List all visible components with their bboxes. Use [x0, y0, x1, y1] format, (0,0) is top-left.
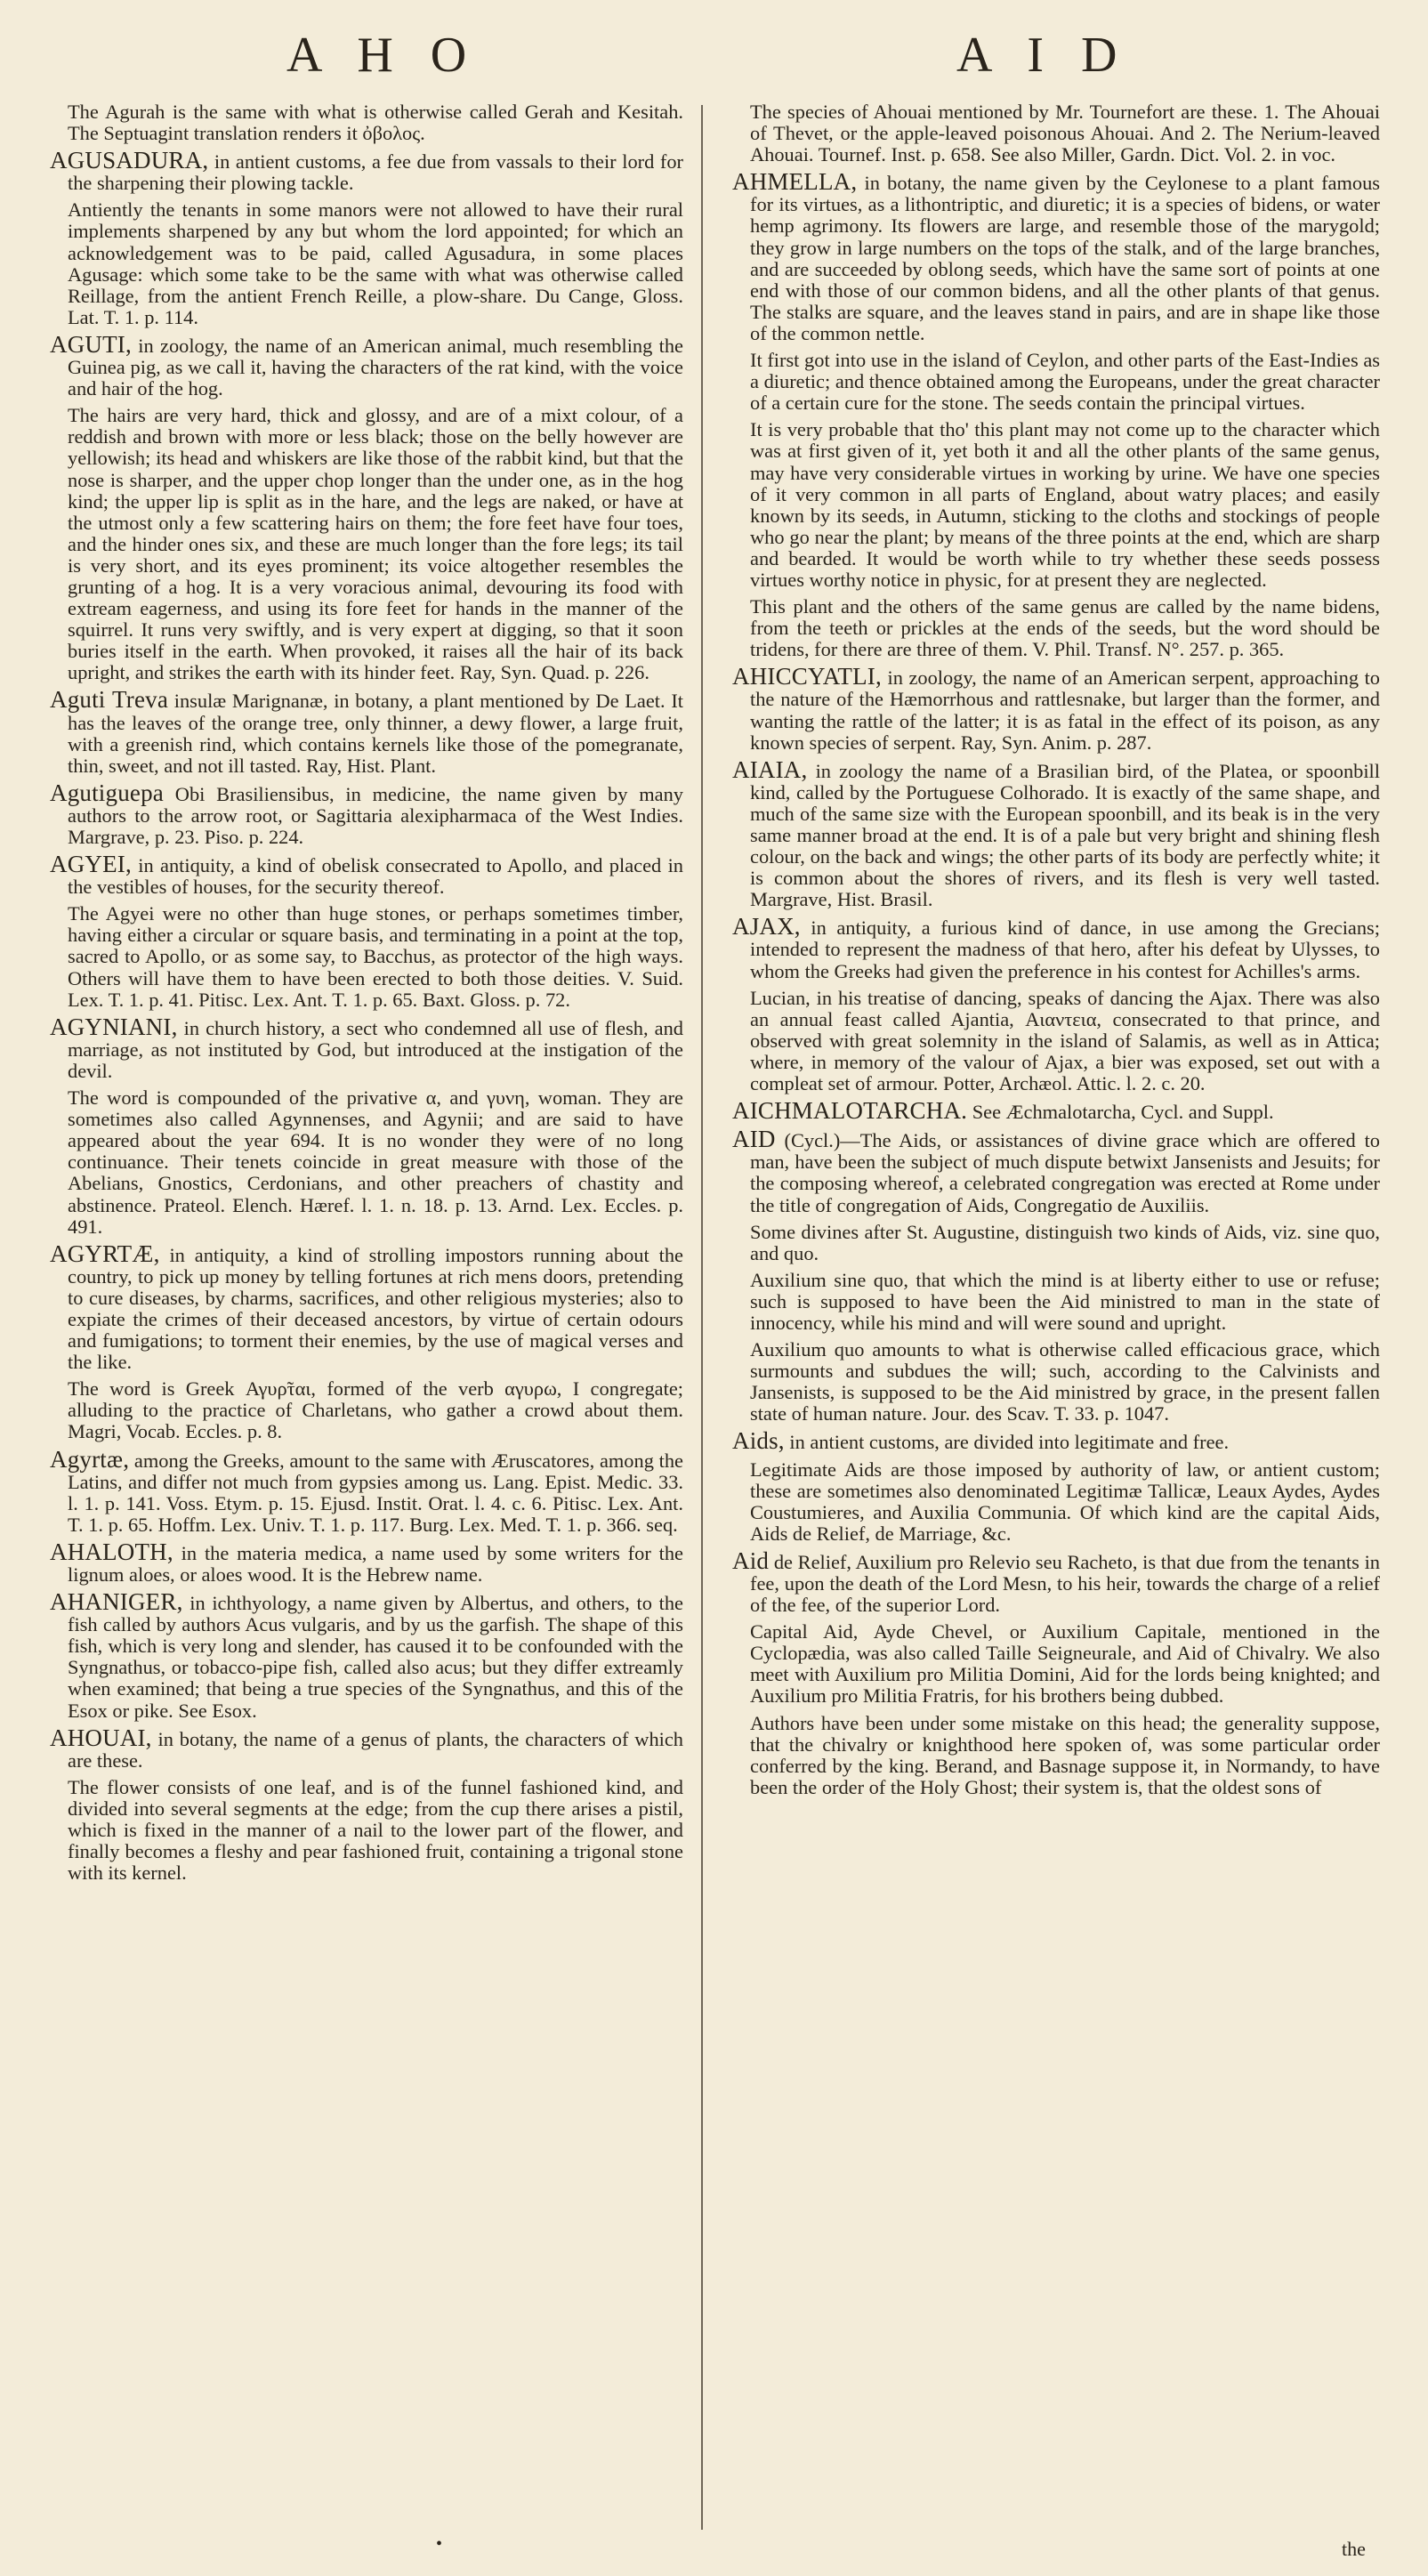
entry-text: in antiquity, a kind of strolling impostors running about the country, to pick up money by telling fortunes at rich mens doors, pretending to cure diseases, by charms, sacrifices, and other religious mysteries; also to expiate the crimes of their deceased ancestors, by virtue of certain odours and fumigations; to torment their enemies, by the use of magical verses and the like. [68, 1243, 683, 1374]
entry-paragraph: Auxilium quo amounts to what is otherwise called efficacious grace, which surmounts and subdues the will; such, according to the Calvinists and Jansenists, is supposed to be the Aid ministred by grace, in the present fallen state of human nature. Jour. des Scav. T. 33. p. 1047. [750, 1338, 1380, 1425]
entry-paragraph: It first got into use in the island of Ceylon, and other parts of the East-Indies as a diuretic; and thence obtained among the Europeans, under the great character of a certain cure for the stone. The seeds contain the principal virtues. [750, 349, 1380, 415]
dictionary-entry [50, 779, 683, 848]
catchword: the [1342, 2538, 1366, 2560]
dictionary-entry [50, 853, 683, 898]
entry-paragraph: This plant and the others of the same genus are called by the name bidens, from the teeth or prickles at the ends of the seeds, but the word should be tridens, for there are three of them. V. Phil. Transf. N°. 257. p. 365. [750, 595, 1380, 661]
entry-text: in zoology, the name of an American serpent, approaching to the nature of the Hæmorrhous and rattlesnake, but larger than the former, and wanting the rattle of the latter; it is as fatal in the effect of its poison, as any known species of serpent. Ray, Syn. Anim. p. 287. [750, 666, 1380, 754]
entry-headword: AJAX, [732, 913, 801, 941]
running-head-right: A I D [956, 28, 1130, 83]
entry-headword: Agyrtæ, [50, 1445, 130, 1473]
dictionary-entry [732, 913, 1380, 982]
dictionary-entry [50, 1588, 683, 1722]
entry-headword: AGYNIANI, [50, 1013, 178, 1040]
dictionary-entry [732, 755, 1380, 911]
right-column [732, 101, 1380, 1804]
folio-mark: • [436, 2534, 443, 2554]
entry-text: in antiquity, a furious kind of dance, in use among the Grecians; intended to represent the madness of that hero, after his defeat by Ulysses, to whom the Greeks had given the preference in his contest for Achilles's arms. [750, 917, 1380, 982]
dictionary-entry [732, 1097, 1380, 1125]
entry-text: (Cycl.)—The Aids, or assistances of divine grace which are offered to man, have been the subject of much dispute betwixt Jansenists and Jesuits; for the composing whereof, a celebrated congregation was erected at Rome under the title of congregation of Aids, Congregatio de Auxiliis. [750, 1129, 1380, 1216]
entry-paragraph: Capital Aid, Ayde Chevel, or Auxilium Capitale, mentioned in the Cyclopædia, was also called Taille Seigneurale, and Aid of Chivalry. We also meet with Auxilium pro Militia Domini, Aid for the lords being knighted; and Auxilium pro Militia Fratris, for his brothers being dubbed. [750, 1620, 1380, 1708]
entry-text: in zoology the name of a Brasilian bird, of the Platea, or spoonbill kind, called by the Portuguese Colhorado. It is exactly of the same shape, and much of the same size with the European spoonbill, and its beak is in the very same manner broad at the end. It is of a pale but very bright and shining flesh colour, on the back and wings; the other parts of its body are perfectly white; it is common about the shores of rivers, and its flesh is very well tasted. Margrave, Hist. Brasil. [750, 759, 1380, 911]
entry-headword: Aids, [732, 1427, 785, 1455]
entry-headword: AGUSADURA, [50, 147, 209, 174]
entry-headword: Aguti Treva [50, 686, 169, 714]
entry-headword: AHICCYATLI, [732, 663, 882, 690]
entry-paragraph: The flower consists of one leaf, and is of the funnel fashioned kind, and divided into several segments at the edge; from the cup there arises a pistil, which is fixed in the manner of a nail to the lower part of the flower, and finally becomes a fleshy and pear fashioned fruit, containing a trigonal stone with its kernel. [68, 1775, 683, 1885]
entry-headword: AGUTI, [50, 330, 132, 358]
dictionary-entry [732, 1427, 1380, 1455]
entry-text: in the materia medica, a name used by some writers for the lignum aloes, or aloes wood. It is the Hebrew name. [68, 1541, 683, 1586]
entry-text: among the Greeks, amount to the same with Æruscatores, among the Latins, and differ not much from gypsies among us. Lang. Epist. Medic. 33. l. 1. p. 141. Voss. Etym. p. 15. Ejusd. Instit. Orat. l. 4. c. 6. Pitisc. Lex. Ant. T. 1. p. 65. Hoffm. Lex. Univ. T. 1. p. 117. Burg. Lex. Med. T. 1. p. 366. seq. [68, 1449, 683, 1536]
entry-text: in antiquity, a kind of obelisk consecrated to Apollo, and placed in the vestibles of houses, for the security thereof. [68, 854, 683, 899]
dictionary-entry [50, 1240, 683, 1374]
entry-text: in ichthyology, a name given by Albertus, and others, to the fish called by authors Acus vulgaris, and by us the garfish. The shape of this fish, which is very long and slender, has caused it to be confounded with the Syngnathus, or tobacco-pipe fish, called also acus; but they differ extreamly when examined; that being a true species of the Syngnathus, and this of the Esox or pike. See Esox. [68, 1592, 683, 1722]
entry-headword: AHOUAI, [50, 1724, 152, 1751]
entry-paragraph: The word is Greek Αγυρ̃ται, formed of the verb αγυρω, I congregate; alluding to the practice of Charletans, who gather a crowd about them. Magri, Vocab. Eccles. p. 8. [68, 1377, 683, 1443]
entry-paragraph: Authors have been under some mistake on this head; the generality suppose, that the chivalry or knighthood here spoken of, was some particular order conferred by the king. Berand, and Basnage suppose it, in Normandy, to have been the order of the Holy Ghost; their system is, that the oldest sons of [750, 1711, 1380, 1798]
entry-text: insulæ Marignanæ, in botany, a plant mentioned by De Laet. It has the leaves of the orange tree, only thinner, a dewy flower, a large fruit, with a greenish rind, which contains kernels like those of the pomegranate, thin, sweet, and not ill tasted. Ray, Hist. Plant. [68, 690, 683, 777]
entry-paragraph: Lucian, in his treatise of dancing, speaks of dancing the Ajax. There was also an annual feast called Ajantia, Αιαντεια, consecrated to that prince, and observed with great solemnity in the island of Salamis, as well as in Attica; where, in memory of the valour of Ajax, a bier was exposed, set out with a compleat set of armour. Potter, Archæol. Attic. l. 2. c. 20. [750, 986, 1380, 1095]
dictionary-entry [732, 1546, 1380, 1617]
entry-paragraph: The hairs are very hard, thick and glossy, and are of a mixt colour, of a reddish and brown with more or less black; those on the belly however are yellowish; its head and whiskers are like those of the rabbit kind, but that the nose is sharper, and the upper chop longer than the under one, as in the hog kind; the upper lip is split as in the hare, and the legs are naked, or have at the utmost only a few scattering hairs on them; the fore feet have four toes, and the hinder ones six, and these are much longer than the fore legs; its tail is very short, and its eyes prominent; its voice altogether resembles the grunting of a hog. It is a very voracious animal, devouring its food with extream eagerness, and using its fore feet for hands in the manner of the squirrel. It runs very swiftly, and is very expert at digging, so that it soon buries itself in the earth. When provoked, it raises all the hair of its back upright, and strikes the earth with its hinder feet. Ray, Syn. Quad. p. 226. [68, 404, 683, 684]
entry-paragraph: The word is compounded of the privative α, and γυνη, woman. They are sometimes also called Agynnenses, and Agynii; and are said to have appeared about the year 694. It is no wonder they were of no long continuance. Their tenets coincide in great measure with those of the Abelians, Gnostics, Cerdonians, and other preachers of chastity and abstinence. Prateol. Elench. Hæref. l. 1. n. 18. p. 13. Arnd. Lex. Eccles. p. 491. [68, 1086, 683, 1238]
left-column [50, 101, 683, 1889]
entry-text: in church history, a sect who condemned all use of flesh, and marriage, as not instituted by God, but introduced at the instigation of the devil. [68, 1016, 683, 1082]
dictionary-entry [50, 1538, 683, 1586]
entry-text: in antient customs, are divided into legitimate and free. [784, 1431, 1230, 1454]
entry-paragraph: Some divines after St. Augustine, distinguish two kinds of Aids, viz. sine quo, and quo. [750, 1220, 1380, 1264]
dictionary-entry [50, 149, 683, 194]
entry-paragraph: Legitimate Aids are those imposed by authority of law, or antient custom; these are sometimes also denominated Legitimæ Tallicæ, Leaux Aydes, Aydes Coustumieres, and Auxilia Communia. Of which kind are the capital Aids, Aids de Relief, de Marriage, &c. [750, 1458, 1380, 1545]
entry-headword: AHALOTH, [50, 1538, 173, 1565]
entry-headword: Agutiguepa [50, 779, 164, 806]
entry-text: See Æchmalotarcha, Cycl. and Suppl. [967, 1101, 1274, 1124]
entry-headword: AHANIGER, [50, 1588, 183, 1616]
running-head-left: A H O [286, 28, 480, 83]
entry-paragraph: The Agurah is the same with what is otherwise called Gerah and Kesitah. The Septuagint translation renders it ὀβολος. [68, 101, 683, 145]
entry-text: Obi Brasiliensibus, in medicine, the name given by many authors to the arrow root, or Sagittaria alexipharmaca of the West Indies. Margrave, p. 23. Piso. p. 224. [68, 782, 683, 848]
entry-text: de Relief, Auxilium pro Relevio seu Racheto, is that due from the tenants in fee, upon the death of the Lord Mesn, to his heir, towards the charge of a relief of the fee, of the superior Lord. [750, 1550, 1380, 1617]
dictionary-entry [732, 1128, 1380, 1215]
entry-paragraph: Antiently the tenants in some manors were not allowed to have their rural implements sharpened by any but whom the lord appointed; for which an acknowledgement was to be paid, called Agusadura, in some places Agusage: which some take to be the same with what was otherwise called Reillage, from the antient French Reille, a plow-share. Du Cange, Gloss. Lat. T. 1. p. 114. [68, 198, 683, 328]
dictionary-entry [50, 330, 683, 400]
entry-text: in botany, the name given by the Ceylonese to a plant famous for its virtues, as a lithontriptic, and diuretic; it is a species of bidens, or water hemp agrimony. Its flowers are large, and resemble those of the marygold; they grow in large numbers on the tops of the stalk, and of the large branches, and are succeeded by oblong seeds, which have the same sort of points at one end with those of our common bidens, and all the other plants of that genus. The stalks are square, and the leaves stand in pairs, and are in shape like those of the common nettle. [750, 172, 1380, 344]
dictionary-entry [50, 1724, 683, 1772]
entry-headword: AGYRTÆ, [50, 1240, 160, 1267]
entry-paragraph: Auxilium sine quo, that which the mind is at liberty either to use or refuse; such is supposed to have been the Aid ministred to man in the state of innocency, while his mind and will were sound and upright. [750, 1268, 1380, 1334]
dictionary-entry [732, 663, 1380, 754]
dictionary-entry [50, 1445, 683, 1536]
entry-text: in botany, the name of a genus of plants, the characters of which are these. [68, 1727, 683, 1772]
dictionary-entry [732, 168, 1380, 344]
entry-headword: AHMELLA, [732, 168, 858, 196]
column-divider [701, 105, 703, 2530]
entry-text: in antient customs, a fee due from vassals to their lord for the sharpening their plowing tackle. [68, 150, 683, 195]
dictionary-entry [50, 686, 683, 777]
entry-paragraph: It is very probable that tho' this plant may not come up to the character which was at first given of it, yet both it and all the other plants of the same genus, may have very considerable virtues in working by urine. We have one species of it very common in all parts of England, about watry places; and easily known by its seeds, in Autumn, sticking to the cloths and stockings of people who go near the plant; by means of the three points at the end, which are sharp and bearded. It would be worth while to try whether these seeds possess virtues worthy notice in physic, for at present they are neglected. [750, 418, 1380, 591]
entry-paragraph: The Agyei were no other than huge stones, or perhaps sometimes timber, having either a circular or square basis, and terminating in a point at the top, sacred to Apollo, or as some say, to Bacchus, as protector of the high ways. Others will have them to have been erected to both those deities. V. Suid. Lex. T. 1. p. 41. Pitisc. Lex. Ant. T. 1. p. 65. Baxt. Gloss. p. 72. [68, 902, 683, 1011]
entry-headword: AID [732, 1126, 776, 1153]
entry-headword: AGYEI, [50, 851, 132, 878]
entry-text: in zoology, the name of an American animal, much resembling the Guinea pig, as we call it, having the characters of the rat kind, with the voice and hair of the hog. [68, 334, 683, 400]
entry-headword: AICHMALOTARCHA. [732, 1097, 968, 1125]
dictionary-entry [50, 1013, 683, 1082]
entry-headword: AIAIA, [732, 755, 808, 783]
entry-paragraph: The species of Ahouai mentioned by Mr. Tournefort are these. 1. The Ahouai of Thevet, or the apple-leaved poisonous Ahouai. And 2. The Nerium-leaved Ahouai. Tournef. Inst. p. 658. See also Miller, Gardn. Dict. Vol. 2. in voc. [750, 101, 1380, 166]
entry-headword: Aid [732, 1546, 770, 1574]
